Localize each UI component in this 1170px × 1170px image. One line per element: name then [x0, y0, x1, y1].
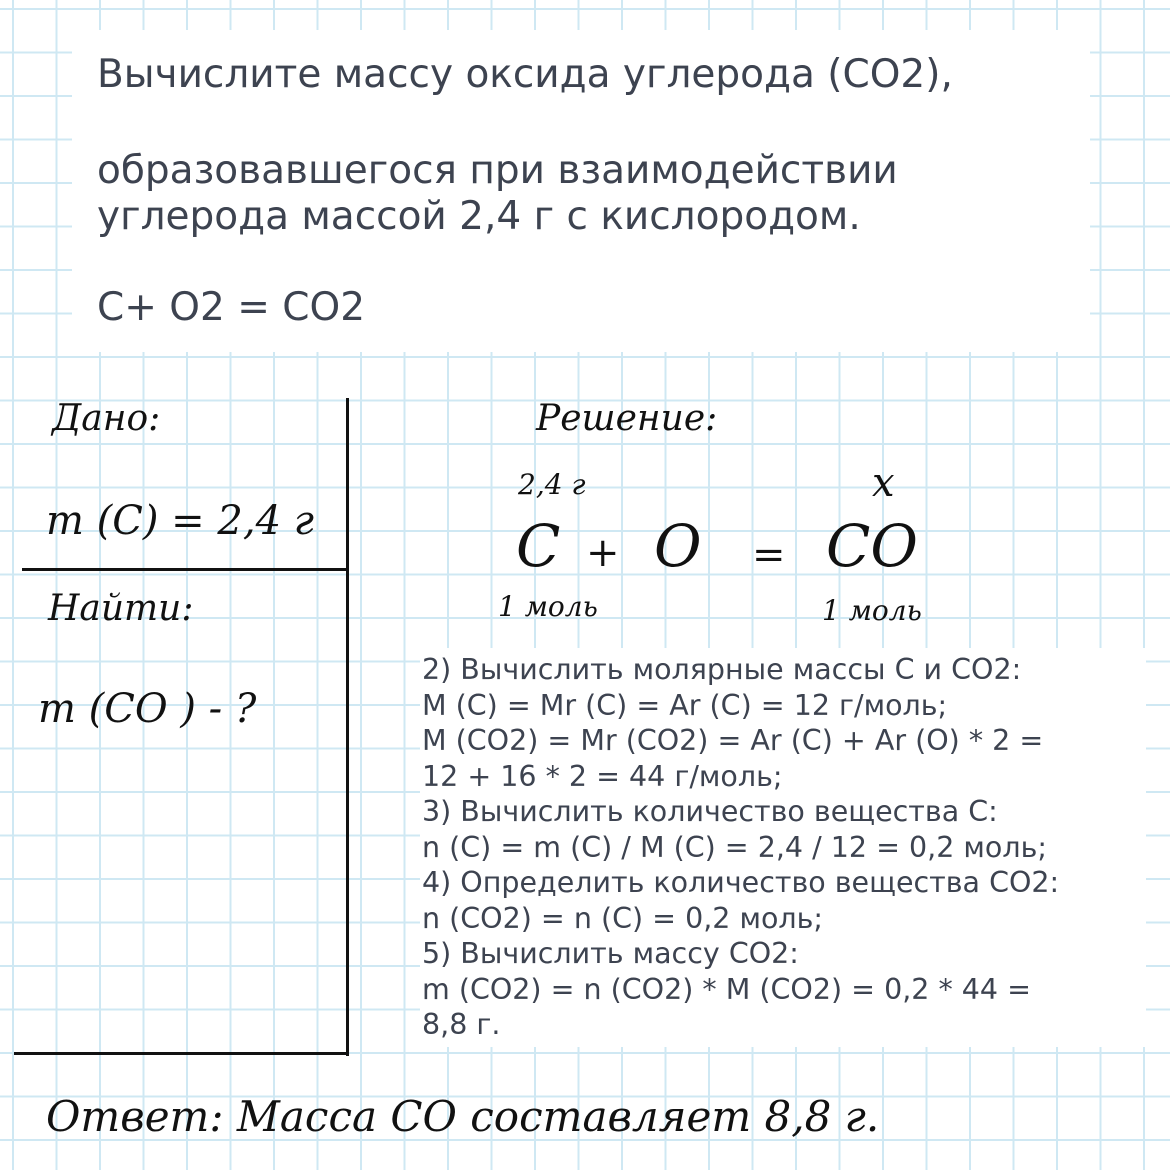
given-bottom-line	[14, 1052, 349, 1055]
unknown-x: x	[872, 460, 895, 506]
solution-step-line: М (СО2) = Мr (СО2) = Аr (С) + Аr (О) * 2 =	[422, 724, 1044, 757]
find-heading: Найти:	[48, 588, 194, 629]
problem-line-1: Вычислите массу оксида углерода (СО2),	[97, 52, 953, 97]
solution-step-line: 12 + 16 * 2 = 44 г/моль;	[422, 759, 783, 793]
given-divider-horizontal	[22, 568, 349, 571]
given-divider-vertical	[346, 398, 349, 1056]
problem-line-3: углерода массой 2,4 г с кислородом.	[97, 194, 861, 239]
solution-heading: Решение:	[536, 398, 718, 439]
find-value: m (СО ) - ?	[38, 686, 257, 732]
solution-steps	[420, 648, 1146, 1047]
solution-step-line: 2) Вычислить молярные массы С и СО2:	[422, 653, 1022, 686]
equation-c: С	[516, 512, 561, 580]
equation-plus: +	[586, 530, 620, 576]
given-heading: Дано:	[52, 398, 161, 439]
solution-step-line: 5) Вычислить массу СО2:	[422, 937, 799, 970]
solution-step-line: n (СО2) = n (С) = 0,2 моль;	[422, 901, 824, 935]
solution-step-line: 3) Вычислить количество вещества С:	[422, 795, 998, 828]
mol-below-c: 1 моль	[498, 590, 598, 623]
equation-co: СО	[826, 512, 918, 580]
answer: Ответ: Масса СО составляет 8,8 г.	[46, 1092, 880, 1141]
given-value: m (С) = 2,4 г	[46, 498, 314, 544]
solution-step-line: n (С) = m (С) / М (С) = 2,4 / 12 = 0,2 моль;	[422, 830, 1047, 864]
solution-step-line: m (СО2) = n (СО2) * М (СО2) = 0,2 * 44 =	[422, 972, 1031, 1006]
solution-step-line: 4) Определить количество вещества СО2:	[422, 866, 1060, 899]
problem-equation: С+ О2 = СО2	[97, 285, 366, 330]
solution-step-line: М (С) = Мr (С) = Аr (С) = 12 г/моль;	[422, 688, 948, 722]
solution-step-line: 8,8 г.	[422, 1008, 501, 1041]
mass-above-c: 2,4 г	[518, 468, 586, 501]
mol-below-co2: 1 моль	[822, 594, 922, 627]
equation-equals: =	[752, 532, 786, 578]
equation-o: О	[654, 512, 702, 580]
problem-line-2: образовавшегося при взаимодействии	[97, 148, 898, 193]
